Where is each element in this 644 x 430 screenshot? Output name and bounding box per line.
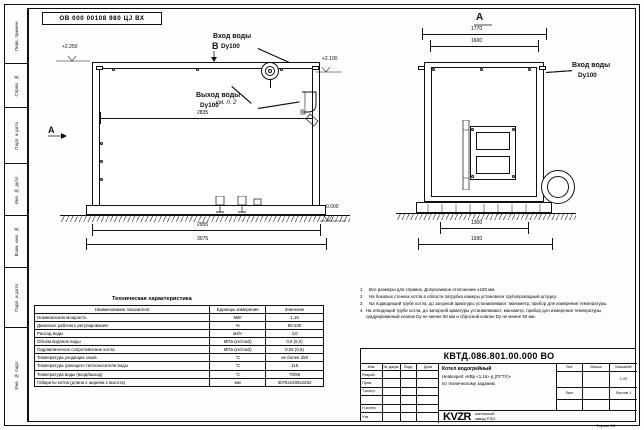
meta-blank-b bbox=[583, 400, 610, 411]
company-sub-1: котельный bbox=[474, 411, 495, 417]
cell-name: Объём водяное воды bbox=[35, 338, 210, 346]
level-mark-second: +2.100 bbox=[322, 56, 338, 62]
role-extra-cell bbox=[417, 388, 439, 395]
note-number: 1 bbox=[360, 287, 363, 292]
cell-value: 50-100 bbox=[266, 322, 324, 330]
meta-lit-label: Лит. bbox=[557, 364, 583, 371]
level-mark-zero-symbol bbox=[320, 210, 346, 218]
callout-water-inlet-left: Вход воды bbox=[213, 33, 252, 40]
table-header-row bbox=[35, 306, 324, 314]
cell-name: Расход воды bbox=[35, 330, 210, 338]
svg-text:B: B bbox=[212, 41, 219, 51]
burner-bolt bbox=[512, 128, 515, 131]
cell-value: 115 bbox=[266, 362, 324, 370]
hdr-sign: Подп. bbox=[401, 364, 417, 370]
svg-text:A: A bbox=[48, 125, 55, 135]
bracket-front-left bbox=[418, 66, 425, 70]
note-reference-see-item: см. п. 2 bbox=[216, 100, 237, 106]
role-label: Утв. bbox=[361, 413, 383, 421]
note-number: 3 bbox=[360, 301, 363, 306]
fan-inner-circle bbox=[547, 176, 569, 198]
table-row bbox=[35, 322, 324, 330]
dim-value-2835: 2835 bbox=[197, 110, 209, 116]
dim-tick bbox=[92, 224, 93, 236]
th-name: Наименование показателя bbox=[35, 306, 210, 314]
sheets-total: Листов 1 bbox=[615, 391, 632, 396]
dim-line-1300 bbox=[440, 228, 528, 229]
dim-value-2955: 2955 bbox=[197, 222, 209, 228]
callout-water-inlet-right-dn: Dу100 bbox=[578, 72, 597, 79]
cell-units: МПа (кгс/см2) bbox=[210, 338, 266, 346]
company-sub-2: завод РЭО bbox=[474, 416, 496, 421]
cell-value: 1,16 bbox=[266, 314, 324, 322]
notes-block bbox=[360, 287, 632, 321]
role-label: Н.контр. bbox=[361, 405, 383, 412]
dim-line-3075 bbox=[86, 244, 326, 245]
title-block-meta bbox=[557, 364, 637, 411]
meta-blank-row bbox=[557, 400, 637, 411]
table-row bbox=[35, 314, 324, 322]
water-outlet-pipe-group bbox=[300, 90, 322, 128]
callout-water-inlet-left-dn: Dу100 bbox=[221, 43, 240, 50]
margin-cell-1 bbox=[5, 64, 28, 108]
title-block bbox=[360, 348, 636, 422]
cell-units: МПа (кгс/см2) bbox=[210, 346, 266, 354]
meta-mass-value bbox=[583, 372, 610, 387]
meta-header-row bbox=[557, 364, 637, 372]
dim-tick bbox=[418, 238, 419, 250]
meta-blank-c bbox=[610, 400, 637, 411]
table-row bbox=[35, 338, 324, 346]
note-item bbox=[360, 287, 632, 293]
sheet-label: Лист bbox=[557, 388, 583, 399]
cell-units: МВт bbox=[210, 314, 266, 322]
dim-tick bbox=[100, 112, 101, 124]
dim-tick bbox=[528, 222, 529, 234]
note-text: Na подводящий трубе котла, до загорной арматуры устанавливают: манометр, прибор для измерения температуры. bbox=[369, 301, 608, 306]
margin-cell-label: Подп. и дата bbox=[14, 121, 19, 150]
role-extra-cell bbox=[417, 371, 439, 378]
dim-tick bbox=[546, 28, 547, 40]
role-extra-cell bbox=[417, 396, 439, 403]
bottom-nozzle-group bbox=[214, 196, 266, 221]
dim-value-3075: 3075 bbox=[197, 236, 209, 242]
role-extra-cell bbox=[417, 379, 439, 386]
sheet-code-box bbox=[42, 12, 162, 25]
meta-scale-label: Масштаб bbox=[615, 365, 632, 370]
level-mark-top-symbol bbox=[56, 50, 90, 60]
margin-cell-label: Подп. и дата bbox=[14, 283, 19, 312]
role-sign-cell bbox=[383, 405, 401, 412]
margin-cell-label: Инв. № подл. bbox=[14, 360, 19, 390]
burner-window-upper bbox=[476, 132, 510, 150]
margin-cell-0 bbox=[5, 8, 28, 64]
note-text: Все размеры для справок. Допускаемое отклонение ±100 мм. bbox=[369, 287, 496, 292]
dim-tick bbox=[86, 238, 87, 250]
role-label: Т.контр. bbox=[361, 388, 383, 395]
fixing-dot bbox=[432, 68, 435, 71]
meta-lit-value bbox=[557, 372, 583, 387]
signature-row bbox=[361, 413, 439, 421]
margin-cell-label: Перв. примен. bbox=[14, 19, 19, 52]
table-row bbox=[35, 346, 324, 354]
section-mark-b-group bbox=[206, 40, 222, 62]
boiler-left-elevation-frame-base bbox=[86, 205, 326, 215]
dim-tick bbox=[538, 40, 539, 52]
meta-value-row bbox=[557, 372, 637, 388]
callout-water-outlet-left-dn: Dу100 bbox=[200, 102, 219, 109]
fixing-dot bbox=[112, 68, 115, 71]
margin-cell-4 bbox=[5, 216, 28, 268]
cell-units: °C bbox=[210, 354, 266, 362]
tech-characteristics-table bbox=[34, 305, 324, 387]
margin-cell-5 bbox=[5, 268, 28, 328]
ground-hatch-left bbox=[60, 215, 350, 222]
role-date-cell bbox=[401, 388, 417, 395]
svg-text:A: A bbox=[476, 12, 484, 23]
fixing-dot bbox=[100, 142, 103, 145]
dim-tick bbox=[312, 112, 313, 124]
role-date-cell bbox=[401, 413, 417, 421]
cell-value: не более 250 bbox=[266, 354, 324, 362]
role-date-cell bbox=[401, 371, 417, 378]
role-date-cell bbox=[401, 379, 417, 386]
cell-value: 0,06 (0,6) bbox=[266, 346, 324, 354]
level-mark-top: +2.250 bbox=[62, 44, 78, 50]
signature-row bbox=[361, 388, 439, 396]
table-row bbox=[35, 378, 324, 386]
role-sign-cell bbox=[383, 379, 401, 386]
dim-value-1770: 1770 bbox=[471, 26, 483, 32]
note-number: 2 bbox=[360, 294, 363, 299]
cell-name: Номинальная мощность bbox=[35, 314, 210, 322]
th-value: Значение bbox=[266, 306, 324, 314]
cell-name: Температура уходящих газов bbox=[35, 354, 210, 362]
burner-bolt bbox=[512, 175, 515, 178]
product-name: Котел водогрейный bbox=[442, 366, 492, 372]
dim-line-2835 bbox=[100, 118, 312, 119]
cell-units: °C bbox=[210, 370, 266, 378]
margin-cell-label: Инв. № дубл. bbox=[14, 174, 19, 205]
role-extra-cell bbox=[417, 405, 439, 412]
dim-line-1770 bbox=[422, 34, 546, 35]
cell-name: Температура греющего теплоносителя воды bbox=[35, 362, 210, 370]
dim-tick bbox=[326, 238, 327, 250]
dim-value-1300: 1300 bbox=[471, 220, 483, 226]
meta-sheet-row bbox=[557, 388, 637, 400]
signature-row bbox=[361, 371, 439, 379]
sheet-code-text: ОВ 000 00108 980 ЦJ ВХ bbox=[59, 15, 145, 22]
cell-units: мм bbox=[210, 378, 266, 386]
table-row bbox=[35, 330, 324, 338]
water-inlet-bore bbox=[268, 69, 272, 73]
company-logo-block bbox=[439, 411, 637, 423]
level-mark-second-symbol bbox=[316, 61, 342, 69]
signature-header-row bbox=[361, 364, 439, 371]
signature-row bbox=[361, 379, 439, 387]
bracket-front-right bbox=[539, 66, 546, 70]
role-extra-cell bbox=[417, 413, 439, 421]
cell-units: °C bbox=[210, 362, 266, 370]
callout-water-outlet-left: Выход воды bbox=[196, 92, 241, 99]
sheet-format-label: Формат A3 bbox=[596, 424, 616, 428]
cell-units: % bbox=[210, 322, 266, 330]
signature-row bbox=[361, 405, 439, 413]
fixing-dot bbox=[100, 160, 103, 163]
role-date-cell bbox=[401, 396, 417, 403]
meta-mass-label: Масса bbox=[583, 364, 610, 371]
company-logo-text: KVZR bbox=[443, 411, 471, 423]
level-mark-zero: 0.000 bbox=[326, 204, 339, 210]
callout-water-inlet-right: Вход воды bbox=[572, 62, 611, 69]
cell-value: 3075х1930х2250 bbox=[266, 378, 324, 386]
cell-units: м3/ч bbox=[210, 330, 266, 338]
note-number: 4 bbox=[360, 308, 363, 313]
burner-window-lower bbox=[476, 156, 510, 174]
role-sign-cell bbox=[383, 396, 401, 403]
fixing-dot bbox=[100, 178, 103, 181]
meta-blank-a bbox=[557, 400, 583, 411]
product-desc-1: Heatexpert «КВр «1,16» д (ПГТУ)» bbox=[442, 373, 512, 379]
section-mark-a-left-group bbox=[46, 124, 68, 142]
dim-tick bbox=[552, 238, 553, 250]
role-sign-cell bbox=[383, 388, 401, 395]
role-label: Пров. bbox=[361, 379, 383, 386]
margin-cell-6 bbox=[5, 328, 28, 422]
margin-cell-label: Взам. инв. № bbox=[14, 226, 19, 257]
front-base-supports bbox=[420, 202, 550, 220]
fixing-dot bbox=[528, 68, 531, 71]
signature-row bbox=[361, 396, 439, 404]
table-row bbox=[35, 362, 324, 370]
title-block-signatures bbox=[361, 364, 439, 423]
dim-tick bbox=[320, 224, 321, 236]
note-item bbox=[360, 301, 632, 307]
role-sign-cell bbox=[383, 413, 401, 421]
fixing-dot bbox=[480, 68, 483, 71]
fixing-dot bbox=[280, 68, 283, 71]
cell-name: Габариты котла (длина х ширина х высота) bbox=[35, 378, 210, 386]
sheet-value bbox=[583, 388, 610, 399]
table-row bbox=[35, 354, 324, 362]
tech-table-title: Техническая характеристика bbox=[112, 296, 192, 302]
margin-cell-3 bbox=[5, 164, 28, 216]
hdr-docnum: № докум. bbox=[383, 365, 400, 369]
water-inlet-stub bbox=[270, 80, 271, 88]
hdr-date: Дата bbox=[424, 365, 432, 369]
dim-value-1930: 1930 bbox=[471, 236, 483, 242]
burner-mount-bracket bbox=[460, 120, 472, 190]
bracket-top-left bbox=[96, 66, 103, 70]
cell-value: 70/95 bbox=[266, 370, 324, 378]
role-label bbox=[361, 396, 383, 403]
dim-line-1600 bbox=[430, 46, 538, 47]
th-units: Единицы измерения bbox=[210, 306, 266, 314]
dim-tick bbox=[422, 28, 423, 40]
cell-name: Температура воды (вход/выход) bbox=[35, 370, 210, 378]
cell-name: Гидравлическое сопротивление котла bbox=[35, 346, 210, 354]
hdr-izm: Изм. bbox=[361, 364, 383, 370]
meta-scale-value: 1:20 bbox=[619, 377, 628, 382]
note-text: На отводящей трубе котла, до запорной арматуры устанавливают: манометр, прибор для измерения температуры, градуированный клапан Dу не менее 50 мм и сбросной клапан Dу не менее 50 мм. bbox=[365, 308, 603, 319]
margin-cell-2 bbox=[5, 108, 28, 164]
role-label: Разраб. bbox=[361, 371, 383, 378]
note-item bbox=[360, 308, 632, 319]
dim-line-1930 bbox=[418, 244, 552, 245]
margin-cell-label: Справ. № bbox=[14, 74, 19, 97]
note-item bbox=[360, 294, 632, 300]
dim-tick bbox=[440, 222, 441, 234]
table-row bbox=[35, 370, 324, 378]
role-date-cell bbox=[401, 405, 417, 412]
note-text: На боковых стенках котла в области патрубка камеры установлен трубопроводный штуцер. bbox=[369, 294, 558, 299]
product-desc-2: по техническому заданию bbox=[442, 380, 495, 386]
dim-value-1600: 1600 bbox=[471, 38, 483, 44]
role-sign-cell bbox=[383, 371, 401, 378]
left-margin-column bbox=[5, 8, 28, 422]
dim-line-2955 bbox=[92, 230, 320, 231]
boiler-left-elevation-inner-outline bbox=[99, 68, 313, 208]
cell-value: 0,6 (6,0) bbox=[266, 338, 324, 346]
dim-tick bbox=[430, 40, 431, 52]
cell-name: Диапазон рабочего регулирования bbox=[35, 322, 210, 330]
cell-value: 4,0 bbox=[266, 330, 324, 338]
drawing-code: КВТД.086.801.00.000 ВО bbox=[361, 349, 637, 364]
fixing-dot bbox=[196, 68, 199, 71]
title-block-product bbox=[439, 364, 557, 411]
